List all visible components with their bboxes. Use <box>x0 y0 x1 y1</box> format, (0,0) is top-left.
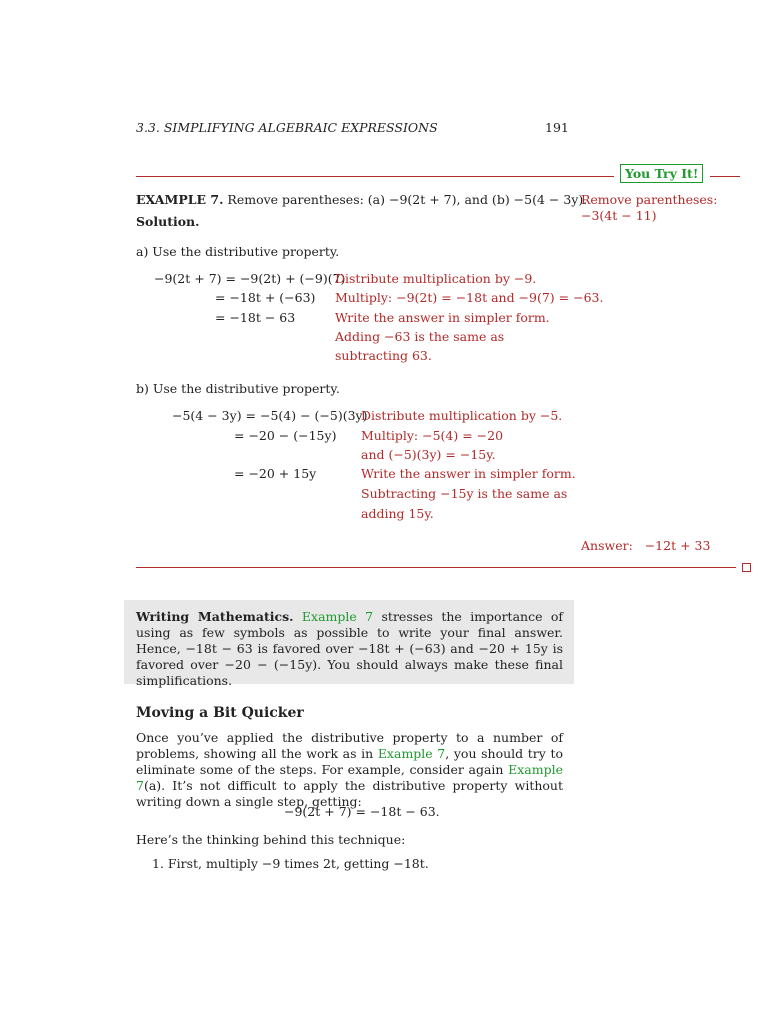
part-b-note-5: adding 15y. <box>361 506 434 521</box>
you-try-it-box: You Try It! <box>620 164 703 183</box>
part-a-note-1: Multiply: −9(2t) = −18t and −9(7) = −63. <box>335 290 604 305</box>
part-a-note-0: Distribute multiplication by −9. <box>335 271 537 286</box>
part-b-note-2: and (−5)(3y) = −15y. <box>361 447 496 462</box>
p1-text-a: Once you’ve applied the distributive property to a number of problems, showing all the work as in <box>136 730 563 761</box>
answer-line <box>581 538 710 553</box>
writing-mathematics-body: stresses the importance of using as few symbols as possible to write your final answer. Hence, −18t − 63 is favored over −18t + (−63) and −20 + 15y is favored over −20 − (−15y). You should always make these final simplifications. <box>136 609 564 688</box>
example-7-link-2[interactable]: Example 7 <box>377 746 446 761</box>
writing-mathematics-text <box>136 609 563 689</box>
part-a-lhs-2: = −18t − 63 <box>215 310 296 325</box>
part-b-lhs-3: = −20 + 15y <box>234 466 317 481</box>
part-a-note-3: Adding −63 is the same as <box>335 329 505 344</box>
page-number: 191 <box>545 120 569 135</box>
part-b-lhs-0: −5(4 − 3y) = −5(4) − (−5)(3y) <box>172 408 368 423</box>
section-paragraph-1 <box>136 730 563 810</box>
part-a-note-2: Write the answer in simpler form. <box>335 310 550 325</box>
writing-mathematics-title: Writing Mathematics. <box>136 609 294 624</box>
list-item <box>152 856 429 871</box>
example-7-link-3[interactable]: Example 7 <box>136 762 563 793</box>
qed-square-icon <box>742 563 751 572</box>
example-statement: Remove parentheses: (a) −9(2t + 7), and (b) −5(4 − 3y). <box>227 192 588 207</box>
display-equation: −9(2t + 7) = −18t − 63. <box>284 804 440 819</box>
section-paragraph-2: Here’s the thinking behind this technique: <box>136 832 406 847</box>
part-a-lhs-1: = −18t + (−63) <box>215 290 316 305</box>
part-a-intro: a) Use the distributive property. <box>136 244 340 259</box>
example-title: EXAMPLE 7. <box>136 192 224 207</box>
part-b-note-0: Distribute multiplication by −5. <box>361 408 563 423</box>
you-try-it-expression: −3(4t − 11) <box>581 208 657 223</box>
you-try-it-prompt: Remove parentheses: <box>581 192 718 207</box>
part-b-intro: b) Use the distributive property. <box>136 381 340 396</box>
part-b-note-1: Multiply: −5(4) = −20 <box>361 428 504 443</box>
p1-text-b: , you should try to eliminate some of the steps. For example, consider again <box>136 746 563 777</box>
example-top-rule-right <box>710 176 740 177</box>
section-heading: Moving a Bit Quicker <box>136 705 304 721</box>
part-a-lhs-0: −9(2t + 7) = −9(2t) + (−9)(7) <box>154 271 346 286</box>
list-item-text: First, multiply −9 times 2t, getting −18t. <box>167 856 429 871</box>
example-line <box>136 192 587 207</box>
part-b-note-3: Write the answer in simpler form. <box>361 466 576 481</box>
example-7-link[interactable]: Example 7 <box>301 609 374 624</box>
running-header: 3.3. SIMPLIFYING ALGEBRAIC EXPRESSIONS <box>136 120 438 135</box>
part-a-note-4: subtracting 63. <box>335 348 432 363</box>
example-bottom-rule <box>136 567 736 568</box>
example-top-rule <box>136 176 614 177</box>
answer-label: Answer: <box>581 538 633 553</box>
solution-label: Solution. <box>136 214 200 229</box>
p1-text-c: (a). It’s not difficult to apply the distributive property without writing down a single step, getting: <box>136 778 563 809</box>
list-item-number: 1. <box>152 856 164 871</box>
answer-value: −12t + 33 <box>644 538 711 553</box>
part-b-lhs-1: = −20 − (−15y) <box>234 428 337 443</box>
part-b-note-4: Subtracting −15y is the same as <box>361 486 568 501</box>
